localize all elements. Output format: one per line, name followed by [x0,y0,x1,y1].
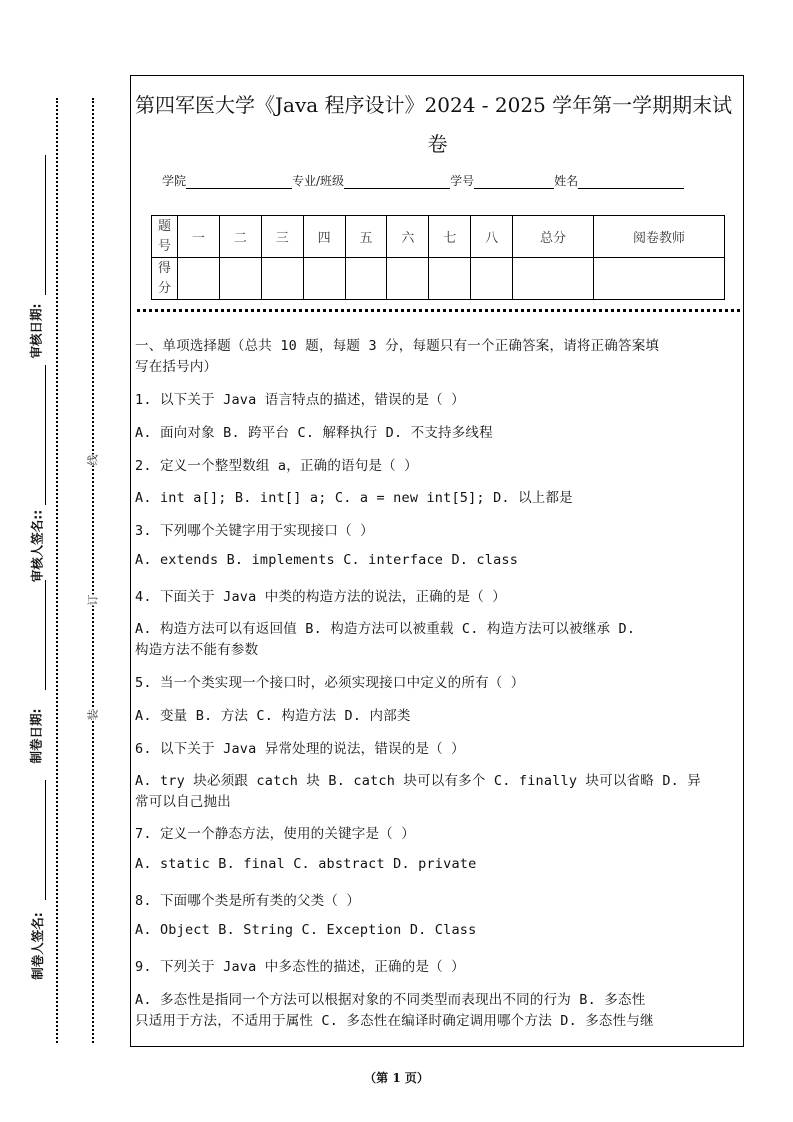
reviewer-signature-label: 审核人签名:: [29,509,45,583]
question-options: A. 多态性是指同一个方法可以根据对象的不同类型而表现出不同的行为 B. 多态性 [135,992,646,1008]
question-options: A. try 块必须跟 catch 块 B. catch 块可以有多个 C. finally 块可以省略 D. 异 [135,773,702,789]
signature-line [45,580,46,690]
question-options-cont: 只适用于方法，不适用于属性 C. 多态性在编译时确定调用哪个方法 D. 多态性与继 [135,1013,654,1029]
score-cell[interactable] [261,258,303,300]
student-id-label: 学号 [450,174,475,188]
score-table [151,215,725,300]
header-cell: 六 [387,216,429,258]
header-cell: 三 [261,216,303,258]
score-cell[interactable] [219,258,261,300]
compiler-signature-label: 制卷人签名: [29,912,45,980]
score-cell[interactable] [471,258,513,300]
question-text: 1. 以下关于 Java 语言特点的描述，错误的是（ ） [135,392,465,408]
student-id-field[interactable] [474,174,554,189]
score-cell[interactable] [594,258,725,300]
question-text: 3. 下列哪个关键字用于实现接口（ ） [135,523,374,539]
binding-dotted-line-inner [92,98,94,1043]
score-cell[interactable] [387,258,429,300]
question-options-cont: 构造方法不能有参数 [135,642,259,658]
score-cell[interactable] [429,258,471,300]
college-field[interactable] [186,174,292,189]
question-options: A. 构造方法可以有返回值 B. 构造方法可以被重载 C. 构造方法可以被继承 D. [135,621,636,637]
question-text: 9. 下列关于 Java 中多态性的描述，正确的是（ ） [135,959,465,975]
question-text: 4. 下面关于 Java 中类的构造方法的说法，正确的是（ ） [135,589,506,605]
header-cell: 七 [429,216,471,258]
name-field[interactable] [578,174,684,189]
binding-mark-xian: 线 [86,454,100,466]
question-options: A. static B. final C. abstract D. private [135,856,477,872]
question-text: 6. 以下关于 Java 异常处理的说法，错误的是（ ） [135,741,465,757]
binding-dotted-line-outer [56,98,58,1043]
college-label: 学院 [162,174,187,188]
question-text: 8. 下面哪个类是所有类的父类（ ） [135,893,361,909]
major-class-label: 专业/班级 [292,174,345,188]
exam-title-cont: 卷 [427,132,448,156]
signature-line [45,780,46,900]
score-cell[interactable] [513,258,594,300]
question-options: A. 变量 B. 方法 C. 构造方法 D. 内部类 [135,708,411,724]
score-cell[interactable] [345,258,387,300]
question-options: A. Object B. String C. Exception D. Class [135,922,477,938]
header-cell: 二 [219,216,261,258]
question-text: 2. 定义一个整型数组 a，正确的语句是（ ） [135,458,418,474]
score-row-label: 得分 [152,258,178,300]
header-cell: 八 [471,216,513,258]
header-cell: 五 [345,216,387,258]
binding-mark-ding: 订 [86,594,100,606]
header-cell: 题号 [152,216,178,258]
signature-line [45,365,46,505]
binding-mark-zhuang: 装 [86,709,100,721]
section-divider [137,309,740,312]
score-cell[interactable] [303,258,345,300]
header-cell: 一 [178,216,220,258]
student-info-fields [162,172,684,189]
compile-date-label: 制卷日期: [28,708,44,764]
score-cell[interactable] [178,258,220,300]
review-date-label: 审核日期: [28,303,44,359]
header-cell: 总分 [513,216,594,258]
exam-title: 第四军医大学《Java 程序设计》2024 - 2025 学年第一学期期末试 [135,93,733,117]
score-row [152,258,725,300]
name-label: 姓名 [554,174,579,188]
major-class-field[interactable] [344,174,450,189]
header-cell: 阅卷教师 [594,216,725,258]
question-options: A. 面向对象 B. 跨平台 C. 解释执行 D. 不支持多线程 [135,425,493,441]
question-options-cont: 常可以自己抛出 [135,794,231,810]
section-heading: 一、单项选择题（总共 10 题，每题 3 分，每题只有一个正确答案，请将正确答案填 [135,338,660,354]
question-options: A. int a[]; B. int[] a; C. a = new int[5]; D. 以上都是 [135,490,573,506]
signature-line [45,155,46,295]
page-number: （第 1 页） [364,1071,429,1085]
question-text: 7. 定义一个静态方法，使用的关键字是（ ） [135,826,415,842]
question-number-row [152,216,725,258]
question-options: A. extends B. implements C. interface D. class [135,552,519,568]
question-text: 5. 当一个类实现一个接口时，必须实现接口中定义的所有（ ） [135,675,525,691]
section-heading-cont: 写在括号内） [135,359,218,375]
header-cell: 四 [303,216,345,258]
